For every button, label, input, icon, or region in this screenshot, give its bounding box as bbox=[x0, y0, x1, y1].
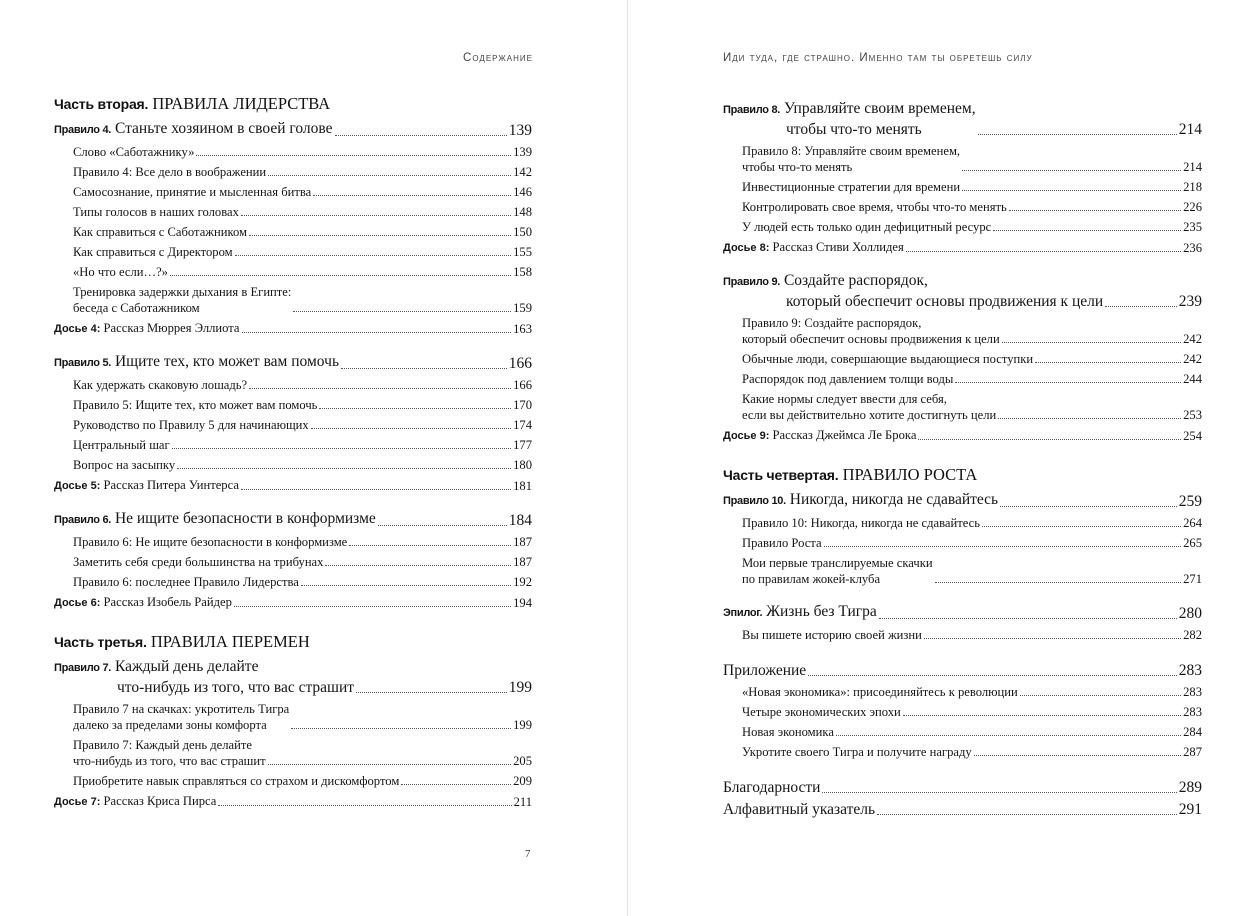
dot-leader bbox=[993, 230, 1181, 231]
toc-subentry[interactable] bbox=[54, 534, 532, 550]
dot-leader bbox=[335, 135, 507, 136]
dot-leader bbox=[241, 489, 511, 490]
toc-index[interactable] bbox=[723, 800, 1202, 819]
dot-leader bbox=[836, 735, 1181, 736]
page-ref: 264 bbox=[1183, 516, 1202, 530]
toc-subentry[interactable] bbox=[54, 284, 532, 316]
entry-title-line1: Правило 8: Управляйте своим временем, bbox=[742, 144, 961, 158]
toc-subentry[interactable] bbox=[723, 627, 1202, 643]
page-ref: 187 bbox=[513, 535, 532, 549]
rule-title-line1: Управляйте своим временем, bbox=[783, 100, 976, 117]
toc-subentry[interactable] bbox=[54, 184, 532, 200]
entry-title: Распорядок под давлением толщи воды bbox=[742, 372, 954, 386]
rule-label: Правило 9. bbox=[723, 276, 781, 288]
page-ref: 284 bbox=[1183, 725, 1202, 739]
page-ref: 177 bbox=[513, 438, 532, 452]
entry-title: Четыре экономических эпохи bbox=[742, 705, 901, 719]
entry-title: Правило 6: Не ищите безопасности в конформизме bbox=[73, 535, 348, 549]
toc-subentry[interactable] bbox=[54, 144, 532, 160]
dot-leader bbox=[172, 448, 511, 449]
part-label: Часть четвертая. bbox=[723, 467, 839, 483]
page-ref: 184 bbox=[508, 512, 532, 529]
dot-leader bbox=[879, 618, 1177, 619]
rule-label: Правило 5. bbox=[54, 357, 112, 369]
entry-title: Благодарности bbox=[723, 779, 821, 796]
rule-label: Правило 4. bbox=[54, 124, 112, 136]
entry-title-line1: Мои первые транслируемые скачки bbox=[742, 556, 933, 570]
toc-column-left bbox=[54, 95, 532, 814]
entry-title-line2: далеко за пределами зоны комфорта bbox=[73, 718, 267, 732]
toc-rule-8[interactable] bbox=[723, 99, 1202, 139]
page-ref: 283 bbox=[1183, 685, 1202, 699]
dot-leader bbox=[962, 190, 1181, 191]
entry-title: «Но что если…?» bbox=[73, 265, 168, 279]
toc-dossier-6[interactable] bbox=[54, 594, 532, 611]
entry-title-line2: что-нибудь из того, что вас страшит bbox=[73, 754, 266, 768]
dot-leader bbox=[978, 134, 1177, 135]
dot-leader bbox=[170, 275, 511, 276]
page-ref: 139 bbox=[508, 122, 532, 139]
dot-leader bbox=[249, 388, 511, 389]
part-heading bbox=[723, 466, 1202, 484]
dot-leader bbox=[924, 638, 1181, 639]
dot-leader bbox=[877, 814, 1177, 815]
dot-leader bbox=[974, 755, 1181, 756]
part-label: Часть вторая. bbox=[54, 96, 149, 112]
page-ref: 214 bbox=[1183, 160, 1202, 174]
entry-title-line1: Тренировка задержки дыхания в Египте: bbox=[73, 285, 292, 299]
page-ref: 259 bbox=[1178, 493, 1202, 510]
toc-dossier-9[interactable] bbox=[723, 427, 1202, 444]
page-ref: 239 bbox=[1178, 293, 1202, 310]
dot-leader bbox=[906, 251, 1181, 252]
page-ref: 166 bbox=[508, 355, 532, 372]
rule-title-line2: который обеспечит основы продвижения к цели bbox=[786, 293, 1104, 310]
entry-title: Типы голосов в наших головах bbox=[73, 205, 239, 219]
dot-leader bbox=[824, 546, 1182, 547]
entry-title: Как удержать скаковую лошадь? bbox=[73, 378, 248, 392]
dot-leader bbox=[291, 728, 511, 729]
entry-title: Как справиться с Саботажником bbox=[73, 225, 247, 239]
entry-title: Инвестиционные стратегии для времени bbox=[742, 180, 961, 194]
dot-leader bbox=[1020, 695, 1181, 696]
entry-title: Обычные люди, совершающие выдающиеся поступки bbox=[742, 352, 1034, 366]
page-ref: 166 bbox=[513, 378, 532, 392]
page-ref: 187 bbox=[513, 555, 532, 569]
dot-leader bbox=[234, 606, 511, 607]
toc-subentry[interactable] bbox=[723, 724, 1202, 740]
toc-column-right bbox=[723, 95, 1202, 822]
entry-title-line2: если вы действительно хотите достигнуть цели bbox=[742, 408, 997, 422]
dot-leader bbox=[325, 565, 511, 566]
entry-title: Вопрос на засыпку bbox=[73, 458, 176, 472]
toc-acknowledgements[interactable] bbox=[723, 778, 1202, 797]
toc-subentry[interactable] bbox=[723, 179, 1202, 195]
entry-title: Правило Роста bbox=[742, 536, 822, 550]
entry-title: Слово «Саботажнику» bbox=[73, 145, 195, 159]
rule-label: Правило 6. bbox=[54, 514, 112, 526]
page-ref: 148 bbox=[513, 205, 532, 219]
toc-subentry[interactable] bbox=[723, 199, 1202, 215]
entry-title: Как справиться с Директором bbox=[73, 245, 233, 259]
dot-leader bbox=[268, 175, 511, 176]
page-ref: 254 bbox=[1183, 429, 1202, 443]
rule-title: Не ищите безопасности в конформизме bbox=[114, 510, 376, 527]
entry-title: У людей есть только один дефицитный ресурс bbox=[742, 220, 992, 234]
dot-leader bbox=[401, 784, 511, 785]
toc-subentry[interactable] bbox=[54, 554, 532, 570]
page-ref: 170 bbox=[513, 398, 532, 412]
entry-title: Правило 10: Никогда, никогда не сдавайтесь bbox=[742, 516, 980, 530]
dossier-label: Досье 4: bbox=[54, 323, 101, 335]
entry-title: Приложение bbox=[723, 662, 807, 679]
toc-subentry[interactable] bbox=[54, 457, 532, 473]
dot-leader bbox=[918, 439, 1181, 440]
entry-title: Руководство по Правилу 5 для начинающих bbox=[73, 418, 309, 432]
rule-title-line2: чтобы что-то менять bbox=[786, 121, 922, 138]
page-ref: 194 bbox=[513, 596, 532, 610]
page-ref: 163 bbox=[513, 322, 532, 336]
dot-leader bbox=[268, 764, 511, 765]
page-ref: 242 bbox=[1183, 352, 1202, 366]
page-ref: 181 bbox=[513, 479, 532, 493]
dot-leader bbox=[301, 585, 511, 586]
toc-rule-10[interactable] bbox=[723, 490, 1202, 511]
dossier-label: Досье 8: bbox=[723, 242, 770, 254]
dot-leader bbox=[241, 215, 511, 216]
page-ref: 159 bbox=[513, 301, 532, 315]
entry-title-line1: Какие нормы следует ввести для себя, bbox=[742, 392, 947, 406]
toc-subentry[interactable] bbox=[723, 515, 1202, 531]
page-ref: 265 bbox=[1183, 536, 1202, 550]
page-ref: 209 bbox=[513, 774, 532, 788]
page-ref: 282 bbox=[1183, 628, 1202, 642]
toc-subentry[interactable] bbox=[723, 744, 1202, 760]
part-heading bbox=[54, 633, 532, 651]
toc-dossier-8[interactable] bbox=[723, 239, 1202, 256]
dot-leader bbox=[1009, 210, 1181, 211]
page-ref: 174 bbox=[513, 418, 532, 432]
rule-title: Жизнь без Тигра bbox=[766, 603, 877, 620]
running-head: Содержание bbox=[463, 52, 533, 64]
entry-title: Правило 5: Ищите тех, кто может вам помочь bbox=[73, 398, 318, 412]
toc-dossier-7[interactable] bbox=[54, 793, 532, 810]
dot-leader bbox=[1105, 306, 1177, 307]
page-ref: 199 bbox=[513, 718, 532, 732]
entry-title: Центральный шаг bbox=[73, 438, 170, 452]
toc-subentry[interactable] bbox=[723, 704, 1202, 720]
toc-subentry[interactable] bbox=[54, 574, 532, 590]
dot-leader bbox=[903, 715, 1181, 716]
page-ref: 211 bbox=[513, 795, 532, 809]
dossier-title: Рассказ Изобель Райдер bbox=[103, 595, 232, 609]
entry-title-line1: Правило 9: Создайте распорядок, bbox=[742, 316, 922, 330]
rule-label: Правило 10. bbox=[723, 495, 786, 507]
entry-title-line2: беседа с Саботажником bbox=[73, 301, 200, 315]
page-ref: 226 bbox=[1183, 200, 1202, 214]
entry-title: Приобретите навык справляться со страхом и дискомфортом bbox=[73, 774, 400, 788]
page-ref: 235 bbox=[1183, 220, 1202, 234]
toc-subentry[interactable] bbox=[54, 417, 532, 433]
toc-subentry[interactable] bbox=[54, 164, 532, 180]
dot-leader bbox=[249, 235, 511, 236]
rule-title-line1: Создайте распорядок, bbox=[783, 272, 928, 289]
part-label: Часть третья. bbox=[54, 634, 147, 650]
page-ref: 192 bbox=[513, 575, 532, 589]
toc-subentry[interactable] bbox=[723, 143, 1202, 175]
page-ref: 199 bbox=[508, 679, 532, 696]
dot-leader bbox=[998, 418, 1181, 419]
page-ref: 253 bbox=[1183, 408, 1202, 422]
dot-leader bbox=[313, 195, 511, 196]
page-ref: 158 bbox=[513, 265, 532, 279]
dot-leader bbox=[1035, 362, 1181, 363]
entry-title-line2: чтобы что-то менять bbox=[742, 160, 853, 174]
rule-label: Эпилог. bbox=[723, 607, 763, 619]
page-ref: 139 bbox=[513, 145, 532, 159]
page-ref: 244 bbox=[1183, 372, 1202, 386]
dossier-title: Рассказ Питера Уинтерса bbox=[103, 478, 239, 492]
dot-leader bbox=[235, 255, 511, 256]
page-ref: 283 bbox=[1183, 705, 1202, 719]
rule-title: Ищите тех, кто может вам помочь bbox=[114, 353, 340, 370]
dot-leader bbox=[341, 368, 507, 369]
page-ref: 287 bbox=[1183, 745, 1202, 759]
toc-subentry[interactable] bbox=[723, 219, 1202, 235]
dot-leader bbox=[293, 311, 511, 312]
page-ref: 236 bbox=[1183, 241, 1202, 255]
toc-subentry[interactable] bbox=[54, 397, 532, 413]
dot-leader bbox=[962, 170, 1181, 171]
entry-title: Вы пишете историю своей жизни bbox=[742, 628, 922, 642]
toc-dossier-5[interactable] bbox=[54, 477, 532, 494]
entry-title: Контролировать свое время, чтобы что-то менять bbox=[742, 200, 1007, 214]
page-ref: 218 bbox=[1183, 180, 1202, 194]
dot-leader bbox=[319, 408, 511, 409]
entry-title-line1: Правило 7 на скачках: укротитель Тигра bbox=[73, 702, 290, 716]
page-ref: 150 bbox=[513, 225, 532, 239]
dossier-label: Досье 6: bbox=[54, 597, 101, 609]
page-ref: 242 bbox=[1183, 332, 1202, 346]
dot-leader bbox=[311, 428, 511, 429]
part-title: ПРАВИЛА ЛИДЕРСТВА bbox=[152, 94, 331, 113]
part-title: ПРАВИЛА ПЕРЕМЕН bbox=[150, 632, 310, 651]
page-ref: 214 bbox=[1178, 121, 1202, 138]
page-ref: 155 bbox=[513, 245, 532, 259]
page-ref: 271 bbox=[1183, 572, 1202, 586]
entry-title: Новая экономика bbox=[742, 725, 834, 739]
toc-rule-9[interactable] bbox=[723, 271, 1202, 311]
entry-title-line2: который обеспечит основы продвижения к цели bbox=[742, 332, 1000, 346]
entry-title-line1: Правило 7: Каждый день делайте bbox=[73, 738, 252, 752]
dot-leader bbox=[349, 545, 511, 546]
dossier-label: Досье 5: bbox=[54, 480, 101, 492]
page-ref: 283 bbox=[1178, 662, 1202, 679]
dossier-title: Рассказ Джеймса Ле Брока bbox=[772, 428, 917, 442]
toc-subentry[interactable] bbox=[723, 315, 1202, 347]
dot-leader bbox=[808, 675, 1177, 676]
toc-subentry[interactable] bbox=[723, 535, 1202, 551]
left-page bbox=[0, 0, 627, 916]
page-ref: 142 bbox=[513, 165, 532, 179]
page-number: 7 bbox=[525, 848, 531, 860]
dot-leader bbox=[822, 792, 1176, 793]
dot-leader bbox=[196, 155, 511, 156]
dossier-title: Рассказ Мюррея Эллиота bbox=[103, 321, 240, 335]
page-ref: 146 bbox=[513, 185, 532, 199]
page-ref: 180 bbox=[513, 458, 532, 472]
page-ref: 289 bbox=[1178, 779, 1202, 796]
dot-leader bbox=[218, 805, 511, 806]
right-page bbox=[628, 0, 1259, 916]
toc-subentry[interactable] bbox=[54, 244, 532, 260]
dot-leader bbox=[982, 526, 1181, 527]
toc-subentry[interactable] bbox=[54, 737, 532, 769]
toc-rule-5[interactable] bbox=[54, 352, 532, 373]
page-ref: 205 bbox=[513, 754, 532, 768]
part-heading bbox=[54, 95, 532, 113]
rule-title: Станьте хозяином в своей голове bbox=[114, 120, 333, 137]
page-ref: 280 bbox=[1178, 605, 1202, 622]
toc-subentry[interactable] bbox=[723, 391, 1202, 423]
toc-subentry[interactable] bbox=[54, 437, 532, 453]
toc-subentry[interactable] bbox=[54, 773, 532, 789]
entry-title: «Новая экономика»: присоединяйтесь к революции bbox=[742, 685, 1018, 699]
part-title: ПРАВИЛО РОСТА bbox=[842, 465, 978, 484]
entry-title: Укротите своего Тигра и получите награду bbox=[742, 745, 972, 759]
toc-subentry[interactable] bbox=[723, 371, 1202, 387]
dossier-title: Рассказ Криса Пирса bbox=[103, 794, 217, 808]
toc-subentry[interactable] bbox=[54, 224, 532, 240]
dot-leader bbox=[1002, 342, 1181, 343]
entry-title: Заметить себя среди большинства на трибунах bbox=[73, 555, 324, 569]
entry-title: Алфавитный указатель bbox=[723, 801, 876, 818]
toc-subentry[interactable] bbox=[723, 351, 1202, 367]
entry-title: Правило 4: Все дело в воображении bbox=[73, 165, 267, 179]
toc-subentry[interactable] bbox=[54, 377, 532, 393]
dot-leader bbox=[935, 582, 1182, 583]
rule-title-line1: Каждый день делайте bbox=[114, 658, 259, 675]
dot-leader bbox=[177, 468, 511, 469]
toc-subentry[interactable] bbox=[54, 264, 532, 280]
dossier-label: Досье 7: bbox=[54, 796, 101, 808]
running-head: Иди туда, где страшно. Именно там ты обретешь силу bbox=[723, 52, 1033, 64]
toc-appendix[interactable] bbox=[723, 661, 1202, 680]
toc-rule-6[interactable] bbox=[54, 509, 532, 530]
toc-rule-7[interactable] bbox=[54, 657, 532, 697]
dot-leader bbox=[1000, 506, 1177, 507]
dossier-title: Рассказ Стиви Холлидея bbox=[772, 240, 904, 254]
toc-dossier-4[interactable] bbox=[54, 320, 532, 337]
dot-leader bbox=[378, 525, 507, 526]
dot-leader bbox=[356, 692, 507, 693]
toc-subentry[interactable] bbox=[723, 555, 1202, 587]
entry-title-line2: по правилам жокей-клуба bbox=[742, 572, 881, 586]
dossier-label: Досье 9: bbox=[723, 430, 770, 442]
rule-label: Правило 7. bbox=[54, 662, 112, 674]
toc-subentry[interactable] bbox=[54, 701, 532, 733]
dot-leader bbox=[955, 382, 1181, 383]
toc-subentry[interactable] bbox=[723, 684, 1202, 700]
rule-title: Никогда, никогда не сдавайтесь bbox=[789, 491, 999, 508]
toc-epilogue[interactable] bbox=[723, 602, 1202, 623]
toc-subentry[interactable] bbox=[54, 204, 532, 220]
entry-title: Самосознание, принятие и мысленная битва bbox=[73, 185, 312, 199]
page-ref: 291 bbox=[1178, 801, 1202, 818]
toc-rule-4[interactable] bbox=[54, 119, 532, 140]
dot-leader bbox=[242, 332, 512, 333]
entry-title: Правило 6: последнее Правило Лидерства bbox=[73, 575, 299, 589]
rule-label: Правило 8. bbox=[723, 104, 781, 116]
rule-title-line2: что-нибудь из того, что вас страшит bbox=[117, 679, 355, 696]
